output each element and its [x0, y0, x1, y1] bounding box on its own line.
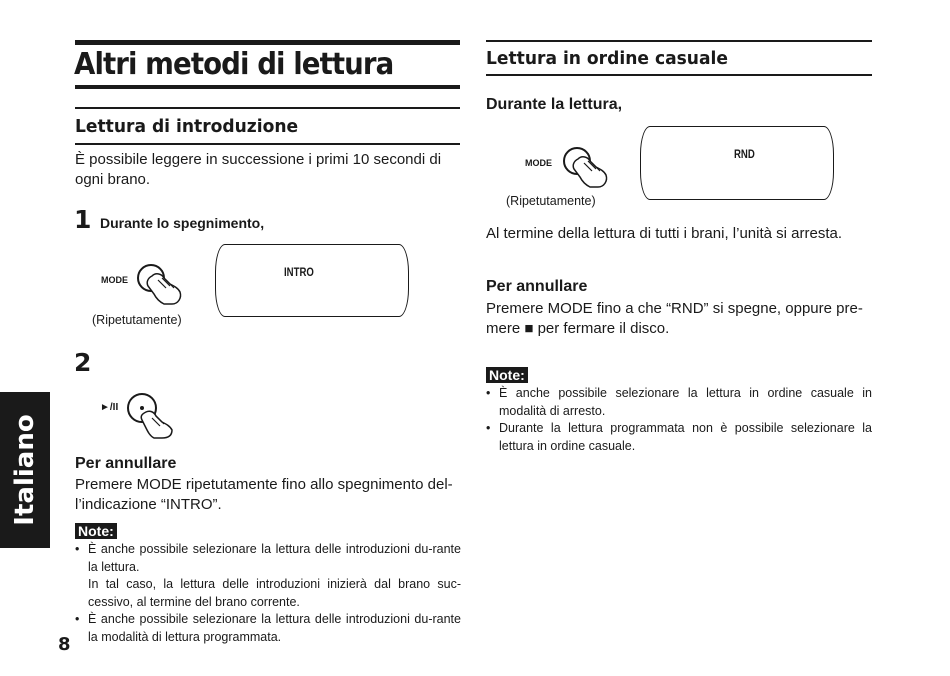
page-title: Altri metodi di lettura: [74, 47, 394, 82]
notes-list-right: [486, 385, 872, 455]
title-top-rule: [75, 40, 460, 45]
notes-label-text-right: Note:: [486, 367, 528, 383]
display-text-intro: INTRO: [284, 265, 314, 279]
language-side-tab-label: Italiano: [10, 414, 40, 526]
intro-text: È possibile leggere in successione i primi 10 secondi di ogni brano.: [75, 151, 442, 188]
random-subheading: Durante la lettura,: [486, 96, 623, 113]
mode-button-label-right: MODE: [525, 158, 552, 168]
random-heading-top-rule: [486, 40, 872, 42]
language-side-tab: [0, 392, 50, 548]
notes-label-right: [486, 367, 528, 385]
note-item-r1: • È anche possibile selezionare la lettura in ordine casuale in modalità di arresto.: [499, 386, 872, 418]
repeat-label-right: (Ripetutamente): [506, 194, 596, 208]
note-item: [75, 541, 461, 611]
mode-button-press-icon[interactable]: [134, 258, 190, 308]
mode-button-label: MODE: [101, 275, 128, 285]
intro-heading-bottom-rule: [75, 143, 460, 145]
step-1-number: 1: [74, 205, 92, 234]
cancel-text-right: Premere MODE fino a che “RND” si spegne, oppure pre-mere ■ per fermare il disco.: [486, 300, 863, 337]
display-panel: [215, 244, 409, 317]
display-text-rnd: RND: [734, 147, 755, 161]
cancel-heading-right: Per annullare: [486, 278, 588, 295]
note-item-r2: • Durante la lettura programmata non è possibile selezionare la lettura in ordine casuale.: [499, 421, 872, 453]
note-item-1a: • È anche possibile selezionare la lettura delle introduzioni du-rante la lettura.: [88, 542, 461, 574]
play-pause-button-press-icon[interactable]: [124, 390, 180, 440]
step-1-text: Durante lo spegnimento,: [100, 215, 265, 231]
cancel-heading-left: Per annullare: [75, 455, 177, 472]
play-pause-button-label: ►/II: [100, 402, 119, 413]
mode-button-press-icon-right[interactable]: [560, 143, 616, 193]
repeat-label: (Ripetutamente): [92, 313, 182, 327]
notes-label-text-left: Note:: [75, 523, 117, 539]
note-item: [486, 420, 872, 455]
note-item: [486, 385, 872, 420]
note-item-1b: In tal caso, la lettura delle introduzioni inizierà dal brano suc-cessivo, al termine del brano corrente.: [88, 577, 461, 609]
cancel-text-left: Premere MODE ripetutamente fino allo spegnimento del-l’indicazione “INTRO”.: [75, 476, 453, 513]
note-item: [75, 611, 461, 646]
random-heading-bottom-rule: [486, 74, 872, 76]
title-bottom-rule: [75, 85, 460, 89]
note-item-2: • È anche possibile selezionare la lettura delle introduzioni du-rante la modalità di lettura programmata.: [88, 612, 461, 644]
page-number: 8: [58, 634, 71, 655]
display-panel-right: [640, 126, 834, 200]
random-end-text: Al termine della lettura di tutti i brani, l’unità si arresta.: [486, 225, 842, 242]
notes-list-left: [75, 541, 461, 646]
intro-heading: Lettura di introduzione: [75, 116, 299, 137]
intro-heading-top-rule: [75, 107, 460, 109]
step-2-number: 2: [74, 348, 92, 377]
random-heading: Lettura in ordine casuale: [486, 48, 728, 69]
notes-label-left: [75, 523, 117, 541]
